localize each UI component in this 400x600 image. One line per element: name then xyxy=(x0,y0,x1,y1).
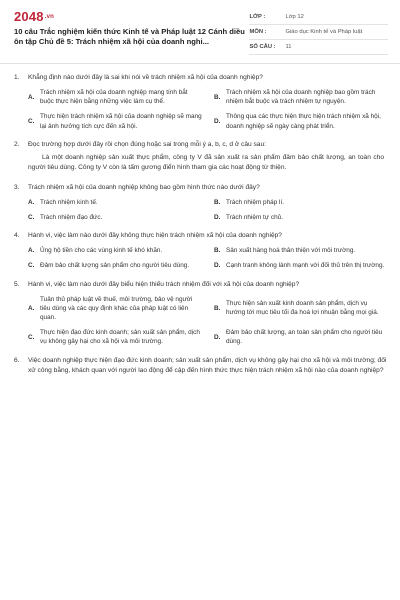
logo-suffix: .vn xyxy=(44,14,55,20)
meta-value: Lớp 12 xyxy=(285,14,304,20)
option-d[interactable] xyxy=(214,261,388,270)
meta-key: LỚP : xyxy=(249,14,266,20)
question-4 xyxy=(14,231,388,270)
question-number: 3. xyxy=(14,183,20,191)
option-d[interactable] xyxy=(214,213,388,222)
meta-table xyxy=(249,10,388,55)
option-letter: A. xyxy=(28,247,35,255)
option-letter: B. xyxy=(214,304,221,312)
question-text: Hành vi, việc làm nào dưới đây biểu hiện thiếu trách nhiệm đối với xã hội của doanh nghiệp? xyxy=(28,280,300,288)
option-a[interactable] xyxy=(28,198,202,207)
option-b[interactable] xyxy=(214,88,388,106)
option-a[interactable] xyxy=(28,88,202,106)
option-letter: C. xyxy=(28,214,35,222)
question-stem xyxy=(14,140,388,149)
option-letter: D. xyxy=(214,333,221,341)
case-passage: Là một doanh nghiệp sản xuất thực phẩm, công ty V đã sản xuất ra sản phẩm đảm bảo chất lượng, an toàn cho người tiêu dùng. Công ty V còn là tấm gương điển hình tham gia các hoạt động từ thiện. xyxy=(28,153,384,172)
option-letter: B. xyxy=(214,198,221,206)
options-grid xyxy=(14,246,388,270)
question-number: 6. xyxy=(14,356,20,364)
option-letter: D. xyxy=(214,214,221,222)
option-b[interactable] xyxy=(214,246,388,255)
option-a[interactable] xyxy=(28,295,202,323)
meta-value: Giáo dục Kinh tế và Pháp luật xyxy=(285,29,363,35)
option-letter: B. xyxy=(214,247,221,255)
question-number: 4. xyxy=(14,232,20,240)
option-letter: D. xyxy=(214,262,221,270)
question-3 xyxy=(14,183,388,222)
question-text: Hành vi, việc làm nào dưới đây không thực hiện trách nhiệm xã hội của doanh nghiệp? xyxy=(28,232,282,240)
meta-row-class xyxy=(249,10,388,25)
option-text: Đảm bảo chất lượng, an toàn sản phẩm cho người tiêu dùng. xyxy=(226,329,383,346)
option-letter: D. xyxy=(214,118,221,125)
option-text: Tuân thủ pháp luật về thuế, môi trường, bảo vệ người tiêu dùng và các quy định khác của pháp luật có liên quan. xyxy=(40,295,193,322)
question-stem xyxy=(14,73,388,82)
option-letter: C. xyxy=(28,118,35,125)
question-stem xyxy=(14,183,388,192)
options-grid xyxy=(14,88,388,131)
option-d[interactable] xyxy=(214,112,388,130)
options-grid xyxy=(14,198,388,222)
option-a[interactable] xyxy=(28,246,202,255)
option-text: Thực hiện sản xuất kinh doanh sản phẩm, dịch vụ hướng tới mục tiêu tối đa hoá lợi nhuận bằng mọi giá. xyxy=(226,300,379,317)
option-c[interactable] xyxy=(28,213,202,222)
option-text: Trách nhiệm tự chủ. xyxy=(226,214,283,222)
options-grid xyxy=(14,295,388,347)
meta-key: MÔN : xyxy=(249,29,267,35)
question-5 xyxy=(14,280,388,347)
question-number: 1. xyxy=(14,74,20,81)
option-text: Trách nhiệm đạo đức. xyxy=(40,214,103,222)
option-c[interactable] xyxy=(28,112,202,130)
option-c[interactable] xyxy=(28,328,202,346)
meta-value: 11 xyxy=(285,44,292,50)
question-1 xyxy=(14,73,388,131)
question-stem xyxy=(14,356,388,376)
meta-row-subject xyxy=(249,25,388,40)
option-text: Sản xuất hàng hoá thân thiện với môi trường. xyxy=(226,247,356,255)
option-text: Cạnh tranh không lành mạnh với đối thủ trên thị trường. xyxy=(226,262,385,270)
option-text: Trách nhiệm pháp lí. xyxy=(226,198,285,206)
option-letter: C. xyxy=(28,262,35,270)
option-text: Thông qua các thực hiện thực hiện trách nhiệm xã hội, doanh nghiệp sẽ ngày càng phát triển. xyxy=(226,113,381,130)
question-number: 2. xyxy=(14,140,20,148)
option-text: Ủng hộ tiền cho các vùng kinh tế khó khăn. xyxy=(40,247,163,255)
option-text: Thực hiện trách nhiệm xã hội của doanh nghiệp sẽ mang lại ảnh hưởng tích cực đến xã hội. xyxy=(40,113,202,130)
option-text: Trách nhiệm xã hội của doanh nghiệp mang tính bắt buộc thực hiện bằng những việc làm cụ thể. xyxy=(40,89,188,106)
document-title: 10 câu Trắc nghiệm kiến thức Kinh tế và Pháp luật 12 Cánh diều ôn tập Chủ đề 5: Trách nhiệm xã hội của doanh nghi... xyxy=(14,27,245,46)
option-letter: A. xyxy=(28,93,35,101)
question-text: Trách nhiệm xã hội của doanh nghiệp không bao gồm hình thức nào dưới đây? xyxy=(28,183,260,191)
question-text: Đọc trường hợp dưới đây rồi chọn đúng hoặc sai trong mỗi ý a, b, c, d ở câu sau: xyxy=(28,140,266,148)
option-text: Trách nhiệm xã hội của doanh nghiệp bao gồm trách nhiệm bắt buộc và trách nhiệm tự nguyện. xyxy=(226,89,376,106)
header-left xyxy=(14,10,249,47)
question-2 xyxy=(14,140,388,174)
option-letter: C. xyxy=(28,333,35,341)
option-letter: B. xyxy=(214,93,221,101)
question-6 xyxy=(14,356,388,376)
question-number: 5. xyxy=(14,280,20,288)
question-text: Khẳng định nào dưới đây là sai khi nói về trách nhiệm xã hội của doanh nghiệp? xyxy=(28,74,263,81)
option-text: Đảm bảo chất lượng sản phẩm cho người tiêu dùng. xyxy=(40,262,190,270)
option-letter: A. xyxy=(28,198,35,206)
option-text: Thực hiện đạo đức kinh doanh; sản xuất sản phẩm, dịch vụ không gây hại cho xã hội và môi trường. xyxy=(40,329,200,346)
meta-row-count xyxy=(249,40,388,55)
site-logo[interactable] xyxy=(14,10,249,24)
question-stem xyxy=(14,231,388,240)
option-d[interactable] xyxy=(214,328,388,346)
logo-main: 2048 xyxy=(14,9,44,24)
option-text: Trách nhiệm kinh tế. xyxy=(40,198,98,206)
option-b[interactable] xyxy=(214,295,388,323)
question-stem xyxy=(14,280,388,289)
header-divider xyxy=(0,63,400,64)
meta-key: SỐ CÂU : xyxy=(249,44,276,50)
option-b[interactable] xyxy=(214,198,388,207)
option-c[interactable] xyxy=(28,261,202,270)
question-text: Việc doanh nghiệp thực hiện đạo đức kinh doanh; sản xuất sản phẩm, dịch vụ không gây hại cho xã hội và môi trường; đối xử công bằng, khách quan với người lao động để cập đến hình thức thực hiện trách nhiệm xã hội nào của doanh nghiệp? xyxy=(28,356,387,374)
page-header xyxy=(14,10,388,55)
option-letter: A. xyxy=(28,304,35,312)
